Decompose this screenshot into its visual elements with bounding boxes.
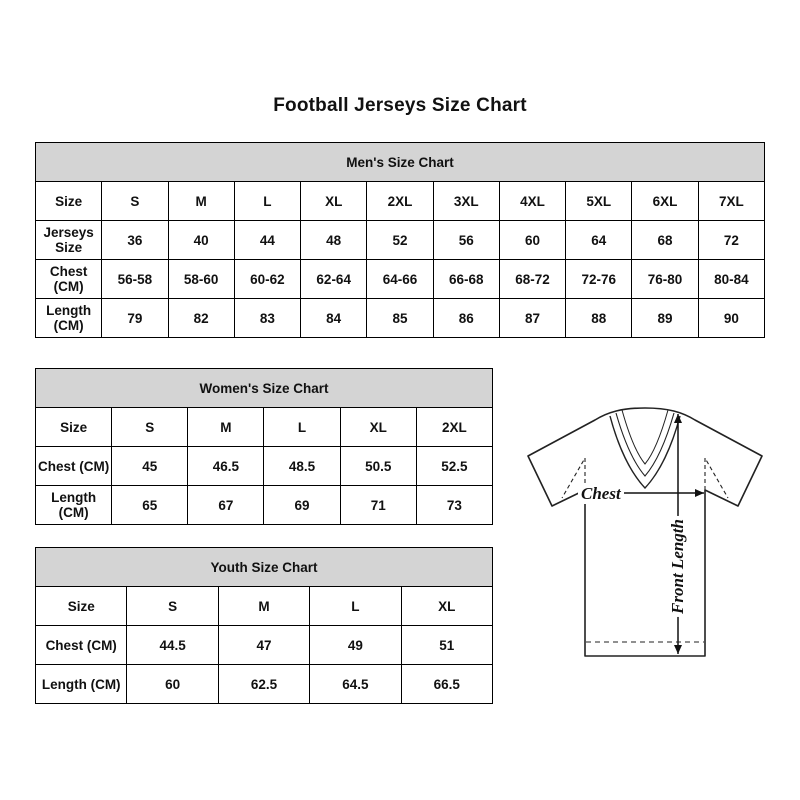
row-label: Length (CM) bbox=[36, 299, 102, 338]
mens-size-table bbox=[35, 142, 765, 338]
table-cell: 64.5 bbox=[310, 665, 401, 704]
row-label: Length (CM) bbox=[36, 486, 112, 525]
column-header: XL bbox=[301, 182, 367, 221]
table-cell: 52.5 bbox=[416, 447, 492, 486]
column-header: M bbox=[168, 182, 234, 221]
column-header: XL bbox=[401, 587, 492, 626]
table-cell: 80-84 bbox=[698, 260, 764, 299]
column-header: 7XL bbox=[698, 182, 764, 221]
table-row bbox=[36, 665, 493, 704]
column-header: S bbox=[102, 182, 168, 221]
table-cell: 85 bbox=[367, 299, 433, 338]
table-caption-row bbox=[36, 369, 493, 408]
table-cell: 66.5 bbox=[401, 665, 492, 704]
table-cell: 47 bbox=[218, 626, 309, 665]
row-label: Chest (CM) bbox=[36, 626, 127, 665]
row-label: Length (CM) bbox=[36, 665, 127, 704]
table-cell: 86 bbox=[433, 299, 499, 338]
youth-table-caption: Youth Size Chart bbox=[36, 548, 493, 587]
table-cell: 62.5 bbox=[218, 665, 309, 704]
table-cell: 64-66 bbox=[367, 260, 433, 299]
column-header: 3XL bbox=[433, 182, 499, 221]
chest-measure-label: Chest bbox=[578, 484, 624, 504]
column-header: S bbox=[112, 408, 188, 447]
table-cell: 72-76 bbox=[566, 260, 632, 299]
table-cell: 48 bbox=[301, 221, 367, 260]
table-cell: 60 bbox=[127, 665, 218, 704]
column-header: 2XL bbox=[416, 408, 492, 447]
column-header: M bbox=[188, 408, 264, 447]
jersey-measurement-diagram bbox=[500, 398, 790, 698]
table-cell: 46.5 bbox=[188, 447, 264, 486]
column-header: M bbox=[218, 587, 309, 626]
column-header: L bbox=[310, 587, 401, 626]
front-length-measure-label: Front Length bbox=[668, 516, 688, 617]
row-label: Chest (CM) bbox=[36, 260, 102, 299]
mens-size-chart bbox=[35, 142, 765, 338]
column-header: 4XL bbox=[499, 182, 565, 221]
table-cell: 72 bbox=[698, 221, 764, 260]
table-row bbox=[36, 260, 765, 299]
table-cell: 66-68 bbox=[433, 260, 499, 299]
table-cell: 69 bbox=[264, 486, 340, 525]
table-cell: 88 bbox=[566, 299, 632, 338]
row-header-label: Size bbox=[36, 408, 112, 447]
column-header: XL bbox=[340, 408, 416, 447]
table-header-row bbox=[36, 587, 493, 626]
womens-size-table bbox=[35, 368, 493, 525]
table-cell: 68 bbox=[632, 221, 698, 260]
table-row bbox=[36, 299, 765, 338]
row-label: Chest (CM) bbox=[36, 447, 112, 486]
table-cell: 64 bbox=[566, 221, 632, 260]
table-cell: 76-80 bbox=[632, 260, 698, 299]
jersey-outline-icon bbox=[500, 398, 790, 698]
page-title: Football Jerseys Size Chart bbox=[273, 95, 527, 116]
table-cell: 50.5 bbox=[340, 447, 416, 486]
row-label: Jerseys Size bbox=[36, 221, 102, 260]
table-cell: 52 bbox=[367, 221, 433, 260]
table-caption-row bbox=[36, 548, 493, 587]
mens-table-caption: Men's Size Chart bbox=[36, 143, 765, 182]
womens-size-chart bbox=[35, 368, 493, 525]
youth-size-chart bbox=[35, 547, 493, 704]
table-cell: 62-64 bbox=[301, 260, 367, 299]
table-cell: 60 bbox=[499, 221, 565, 260]
table-cell: 44.5 bbox=[127, 626, 218, 665]
column-header: 2XL bbox=[367, 182, 433, 221]
table-cell: 82 bbox=[168, 299, 234, 338]
table-header-row bbox=[36, 408, 493, 447]
table-cell: 60-62 bbox=[234, 260, 300, 299]
table-caption-row bbox=[36, 143, 765, 182]
column-header: 6XL bbox=[632, 182, 698, 221]
table-row bbox=[36, 447, 493, 486]
table-cell: 51 bbox=[401, 626, 492, 665]
table-cell: 84 bbox=[301, 299, 367, 338]
table-cell: 40 bbox=[168, 221, 234, 260]
table-cell: 83 bbox=[234, 299, 300, 338]
table-cell: 79 bbox=[102, 299, 168, 338]
table-cell: 87 bbox=[499, 299, 565, 338]
table-cell: 71 bbox=[340, 486, 416, 525]
table-cell: 36 bbox=[102, 221, 168, 260]
table-cell: 89 bbox=[632, 299, 698, 338]
table-cell: 44 bbox=[234, 221, 300, 260]
womens-table-caption: Women's Size Chart bbox=[36, 369, 493, 408]
table-cell: 56-58 bbox=[102, 260, 168, 299]
table-cell: 58-60 bbox=[168, 260, 234, 299]
table-cell: 67 bbox=[188, 486, 264, 525]
table-cell: 90 bbox=[698, 299, 764, 338]
column-header: L bbox=[264, 408, 340, 447]
youth-size-table bbox=[35, 547, 493, 704]
table-cell: 56 bbox=[433, 221, 499, 260]
table-cell: 73 bbox=[416, 486, 492, 525]
table-cell: 49 bbox=[310, 626, 401, 665]
column-header: 5XL bbox=[566, 182, 632, 221]
table-cell: 65 bbox=[112, 486, 188, 525]
row-header-label: Size bbox=[36, 182, 102, 221]
table-cell: 68-72 bbox=[499, 260, 565, 299]
table-header-row bbox=[36, 182, 765, 221]
table-cell: 48.5 bbox=[264, 447, 340, 486]
column-header: L bbox=[234, 182, 300, 221]
column-header: S bbox=[127, 587, 218, 626]
row-header-label: Size bbox=[36, 587, 127, 626]
table-row bbox=[36, 221, 765, 260]
table-cell: 45 bbox=[112, 447, 188, 486]
table-row bbox=[36, 486, 493, 525]
table-row bbox=[36, 626, 493, 665]
